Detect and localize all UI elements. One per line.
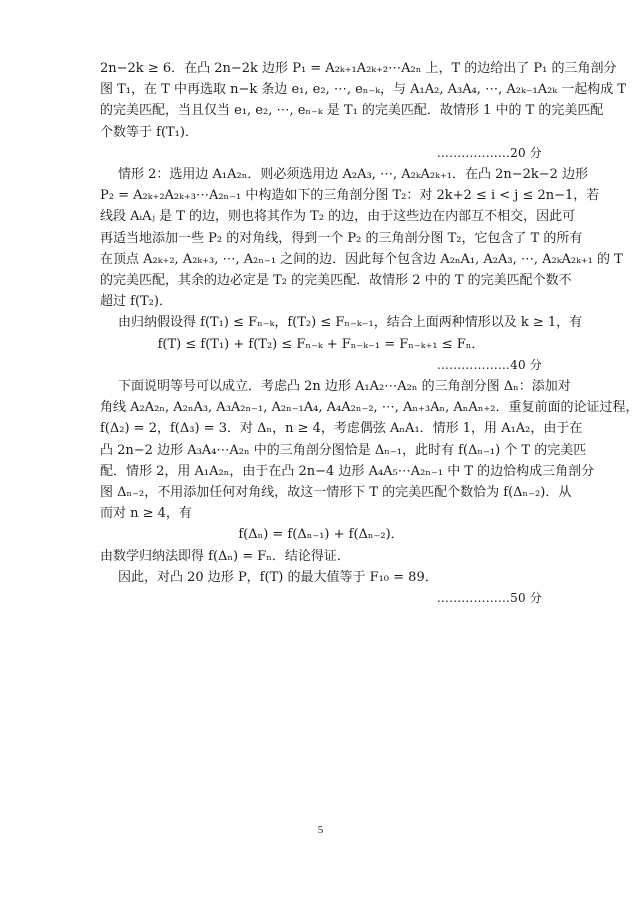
text-line: 2n−2k ≥ 6．在凸 2n−2k 边形 P₁ = A₂ₖ₊₁A₂ₖ₊₂⋯A₂ₙ 上，T 的边给出了 P₁ 的三角剖分 — [100, 61, 617, 76]
text-line: 再适当地添加一些 P₂ 的对角线，得到一个 P₂ 的三角剖分图 T₂，它包含了 T 的所有 — [100, 230, 583, 246]
document-body — [100, 58, 639, 609]
text-line: 线段 AᵢAⱼ 是 T 的边，则也将其作为 T₂ 的边，由于这些边在内部互不相交，因此可 — [100, 209, 576, 225]
text-line: 情形 2：选用边 A₁A₂ₙ．则必须选用边 A₂A₃, ⋯, A₂ₖA₂ₖ₊₁．在凸 2n−2k−2 边形 — [118, 167, 589, 183]
text-line: 由归纳假设得 f(T₁) ≤ Fₙ₋ₖ，f(T₂) ≤ Fₙ₋ₖ₋₁，结合上面两种情形以及 k ≥ 1，有 — [118, 315, 583, 331]
text-line: 的完美匹配，其余的边必定是 T₂ 的完美匹配．故情形 2 中的 T 的完美匹配个数不 — [100, 273, 572, 289]
text-line: 因此，对凸 20 边形 P，f(T) 的最大值等于 F₁₀ = 89． — [118, 569, 438, 585]
score-marker: ………………40 分 — [436, 357, 542, 372]
score-marker: ………………50 分 — [436, 591, 542, 606]
text-line: 图 Δₙ₋₂，不用添加任何对角线，故这一情形下 T 的完美匹配个数恰为 f(Δₙ₋₂)．从 — [100, 485, 572, 501]
text-line: 凸 2n−2 边形 A₃A₄⋯A₂ₙ 中的三角剖分图恰是 Δₙ₋₁，此时有 f(Δₙ₋₁) 个 T 的完美匹 — [100, 442, 587, 458]
text-line: 由数学归纳法即得 f(Δₙ) = Fₙ．结论得证． — [100, 548, 350, 564]
text-line: 下面说明等号可以成立．考虑凸 2n 边形 A₁A₂⋯A₂ₙ 的三角剖分图 Δₙ：添加对 — [118, 379, 571, 395]
display-formula: f(T) ≤ f(T₁) + f(T₂) ≤ Fₙ₋ₖ + Fₙ₋ₖ₋₁ = Fₙ₋ₖ₊₁ ≤ Fₙ． — [157, 336, 485, 352]
text-line: 图 T₁，在 T 中再选取 n−k 条边 e₁, e₂, ⋯, eₙ₋ₖ，与 A₁A₂, A₃A₄, ⋯, A₂ₖ₋₁A₂ₖ 一起构成 T — [100, 82, 627, 98]
text-line: 而对 n ≥ 4，有 — [100, 506, 192, 522]
text-line: f(Δ₂) = 2，f(Δ₃) = 3．对 Δₙ，n ≥ 4，考虑偶弦 AₙA₁．情形 1，用 A₁A₂，由于在 — [100, 421, 583, 437]
display-formula: f(Δₙ) = f(Δₙ₋₁) + f(Δₙ₋₂)． — [238, 527, 404, 543]
text-line: 的完美匹配，当且仅当 e₁, e₂, ⋯, eₙ₋ₖ 是 T₁ 的完美匹配．故情形 1 中的 T 的完美匹配 — [100, 103, 604, 119]
text-line: 角线 A₂A₂ₙ, A₂ₙA₃, A₃A₂ₙ₋₁, A₂ₙ₋₁A₄, A₄A₂ₙ₋₂, ⋯, Aₙ₊₃Aₙ, AₙAₙ₊₂．重复前面的论证过程， — [100, 400, 639, 416]
text-line: P₂ = A₂ₖ₊₂A₂ₖ₊₃⋯A₂ₙ₋₁ 中构造如下的三角剖分图 T₂：对 2k+2 ≤ i < j ≤ 2n−1，若 — [100, 188, 600, 204]
page-number: 5 — [317, 824, 324, 836]
text-line: 超过 f(T₂)． — [100, 294, 172, 310]
score-marker: ………………20 分 — [436, 145, 542, 160]
text-line: 配．情形 2，用 A₁A₂ₙ，由于在凸 2n−4 边形 A₄A₅⋯A₂ₙ₋₁ 中 T 的边恰构成三角剖分 — [100, 463, 595, 479]
text-line: 在顶点 A₂ₖ₊₂, A₂ₖ₊₃, ⋯, A₂ₙ₋₁ 之间的边．因此每个包含边 A₂ₙA₁, A₂A₃, ⋯, A₂ₖA₂ₖ₊₁ 的 T — [100, 251, 623, 267]
text-line: 个数等于 f(T₁)． — [100, 124, 198, 140]
